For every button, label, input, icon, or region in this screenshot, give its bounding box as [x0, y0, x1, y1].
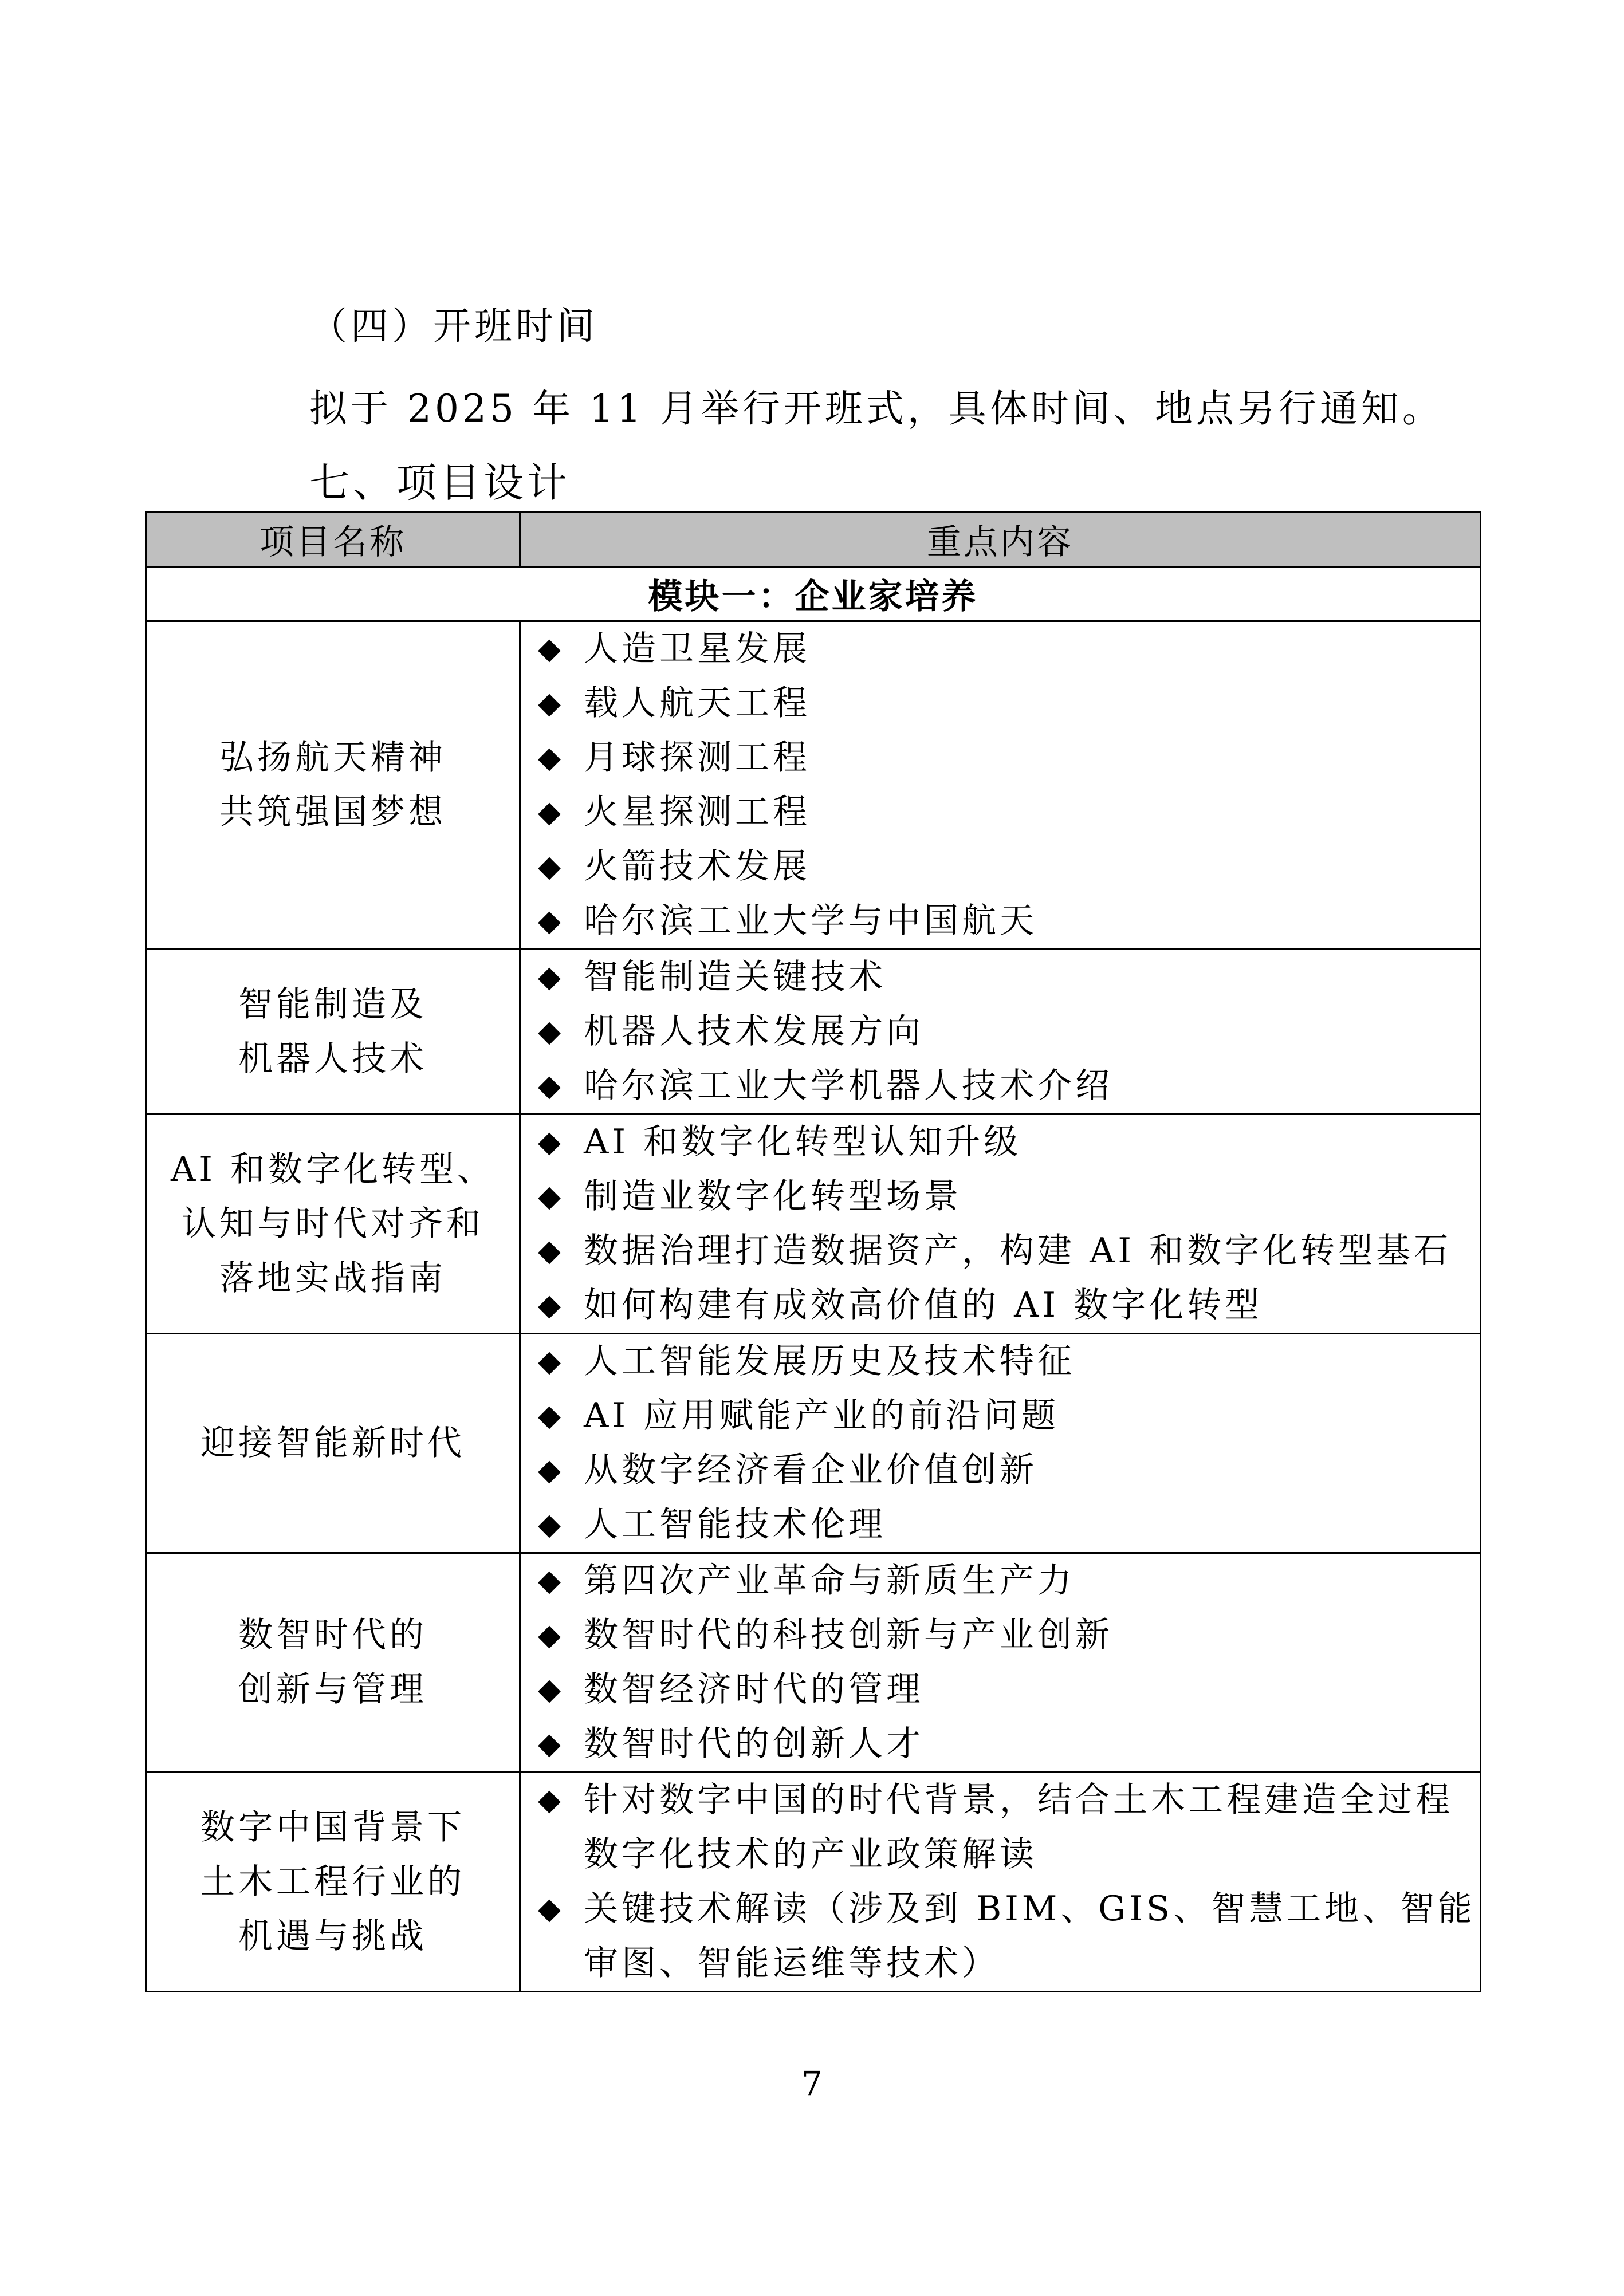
diamond-bullet-icon: ◆ [538, 1507, 564, 1542]
list-item [538, 1663, 1480, 1717]
project-name-cell [146, 950, 520, 1114]
project-name-cell [146, 1114, 520, 1334]
key-content-cell [520, 1773, 1481, 1992]
key-content-list [521, 1115, 1480, 1333]
project-name-line: 创新与管理 [238, 1669, 427, 1710]
list-item [538, 1059, 1480, 1113]
list-item [538, 1389, 1480, 1443]
project-name-line: 土木工程行业的 [200, 1861, 465, 1902]
list-item-text: 人工智能发展历史及技术特征 [584, 1341, 1075, 1381]
section-heading-project-design: 七、项目设计 [309, 459, 571, 506]
list-item-text: 关键技术解读（涉及到 BIM、GIS、智慧工地、智能审图、智能运维等技术） [584, 1889, 1476, 1983]
project-name-line: 共筑强国梦想 [219, 792, 446, 832]
page-number: 7 [801, 2064, 823, 2103]
list-item [538, 840, 1480, 894]
list-item [538, 950, 1480, 1005]
key-content-list [521, 1773, 1480, 1991]
list-item-text: 如何构建有成效高价值的 AI 数字化转型 [584, 1285, 1263, 1325]
project-design-table [145, 511, 1481, 1992]
diamond-bullet-icon: ◆ [538, 1125, 564, 1159]
list-item [538, 1443, 1480, 1498]
project-name-line: 数字中国背景下 [200, 1807, 465, 1848]
table-row [146, 1114, 1481, 1334]
list-item [538, 1608, 1480, 1663]
header-key-content: 重点内容 [520, 513, 1481, 567]
list-item-text: 机器人技术发展方向 [584, 1011, 924, 1051]
list-item [538, 1773, 1480, 1882]
diamond-bullet-icon: ◆ [538, 1672, 564, 1707]
diamond-bullet-icon: ◆ [538, 686, 564, 720]
list-item-text: AI 应用赋能产业的前沿问题 [584, 1396, 1060, 1436]
diamond-bullet-icon: ◆ [538, 1453, 564, 1487]
table-row [146, 1773, 1481, 1992]
table-row [146, 950, 1481, 1114]
key-content-cell [520, 1553, 1481, 1773]
project-name-line: 迎接智能新时代 [200, 1423, 465, 1463]
list-item [538, 894, 1480, 948]
diamond-bullet-icon: ◆ [538, 904, 564, 938]
list-item [538, 1005, 1480, 1059]
list-item-text: AI 和数字化转型认知升级 [584, 1122, 1022, 1162]
project-name-line: 弘扬航天精神 [219, 738, 446, 778]
key-content-list [521, 1334, 1480, 1552]
diamond-bullet-icon: ◆ [538, 1892, 564, 1926]
list-item-text: 数智经济时代的管理 [584, 1669, 924, 1710]
diamond-bullet-icon: ◆ [538, 741, 564, 775]
list-item [538, 676, 1480, 731]
project-name-line: 智能制造及 [238, 984, 427, 1025]
list-item-text: 从数字经济看企业价值创新 [584, 1450, 1037, 1490]
key-content-cell [520, 1334, 1481, 1553]
list-item [538, 1882, 1480, 1991]
project-name-line: 机器人技术 [238, 1038, 427, 1079]
list-item-text: 数据治理打造数据资产，构建 AI 和数字化转型基石 [584, 1231, 1452, 1271]
list-item [538, 1717, 1480, 1771]
list-item [538, 1554, 1480, 1608]
sub-heading-class-time: （四）开班时间 [309, 304, 598, 348]
module-row [146, 567, 1481, 621]
diamond-bullet-icon: ◆ [538, 1344, 564, 1379]
key-content-cell [520, 1114, 1481, 1334]
diamond-bullet-icon: ◆ [538, 1783, 564, 1817]
list-item [538, 1224, 1480, 1278]
list-item-text: 数智时代的创新人才 [584, 1724, 924, 1764]
key-content-list [521, 950, 1480, 1113]
diamond-bullet-icon: ◆ [538, 1014, 564, 1049]
diamond-bullet-icon: ◆ [538, 1727, 564, 1761]
list-item [538, 622, 1480, 676]
table-row [146, 1334, 1481, 1553]
list-item-text: 制造业数字化转型场景 [584, 1176, 962, 1216]
module-title: 模块一：企业家培养 [146, 567, 1481, 621]
diamond-bullet-icon: ◆ [538, 849, 564, 884]
list-item-text: 火箭技术发展 [584, 846, 811, 887]
diamond-bullet-icon: ◆ [538, 1399, 564, 1433]
list-item-text: 人工智能技术伦理 [584, 1505, 886, 1545]
list-item-text: 针对数字中国的时代背景，结合土木工程建造全过程数字化技术的产业政策解读 [584, 1780, 1453, 1874]
table-row [146, 1553, 1481, 1773]
list-item-text: 哈尔滨工业大学与中国航天 [584, 901, 1037, 941]
table-header-row [146, 513, 1481, 567]
list-item [538, 1278, 1480, 1333]
project-name-cell [146, 621, 520, 950]
project-name-line: AI 和数字化转型、 [170, 1149, 496, 1190]
list-item-text: 月球探测工程 [584, 738, 811, 778]
diamond-bullet-icon: ◆ [538, 1288, 564, 1322]
diamond-bullet-icon: ◆ [538, 1179, 564, 1214]
header-project-name: 项目名称 [146, 513, 520, 567]
list-item-text: 数智时代的科技创新与产业创新 [584, 1615, 1113, 1655]
project-name-line: 认知与时代对齐和 [182, 1203, 484, 1244]
diamond-bullet-icon: ◆ [538, 1069, 564, 1103]
list-item-text: 火星探测工程 [584, 792, 811, 832]
class-time-paragraph: 拟于 2025 年 11 月举行开班式，具体时间、地点另行通知。 [309, 387, 1444, 431]
key-content-list [521, 1554, 1480, 1771]
key-content-cell [520, 621, 1481, 950]
project-name-line: 数智时代的 [238, 1615, 427, 1655]
diamond-bullet-icon: ◆ [538, 960, 564, 994]
list-item [538, 1334, 1480, 1389]
list-item-text: 智能制造关键技术 [584, 957, 886, 997]
table-row [146, 621, 1481, 950]
list-item-text: 哈尔滨工业大学机器人技术介绍 [584, 1066, 1113, 1106]
list-item [538, 731, 1480, 785]
list-item [538, 1498, 1480, 1552]
project-name-cell [146, 1773, 520, 1992]
project-name-line: 落地实战指南 [219, 1258, 446, 1298]
list-item [538, 1115, 1480, 1169]
key-content-list [521, 622, 1480, 948]
diamond-bullet-icon: ◆ [538, 632, 564, 666]
project-name-cell [146, 1553, 520, 1773]
project-name-line: 机遇与挑战 [238, 1916, 427, 1956]
key-content-cell [520, 950, 1481, 1114]
project-name-cell [146, 1334, 520, 1553]
diamond-bullet-icon: ◆ [538, 1618, 564, 1652]
diamond-bullet-icon: ◆ [538, 795, 564, 829]
list-item [538, 785, 1480, 840]
list-item-text: 载人航天工程 [584, 683, 811, 723]
list-item-text: 第四次产业革命与新质生产力 [584, 1561, 1075, 1601]
diamond-bullet-icon: ◆ [538, 1234, 564, 1268]
list-item [538, 1169, 1480, 1224]
list-item-text: 人造卫星发展 [584, 629, 811, 669]
diamond-bullet-icon: ◆ [538, 1564, 564, 1598]
